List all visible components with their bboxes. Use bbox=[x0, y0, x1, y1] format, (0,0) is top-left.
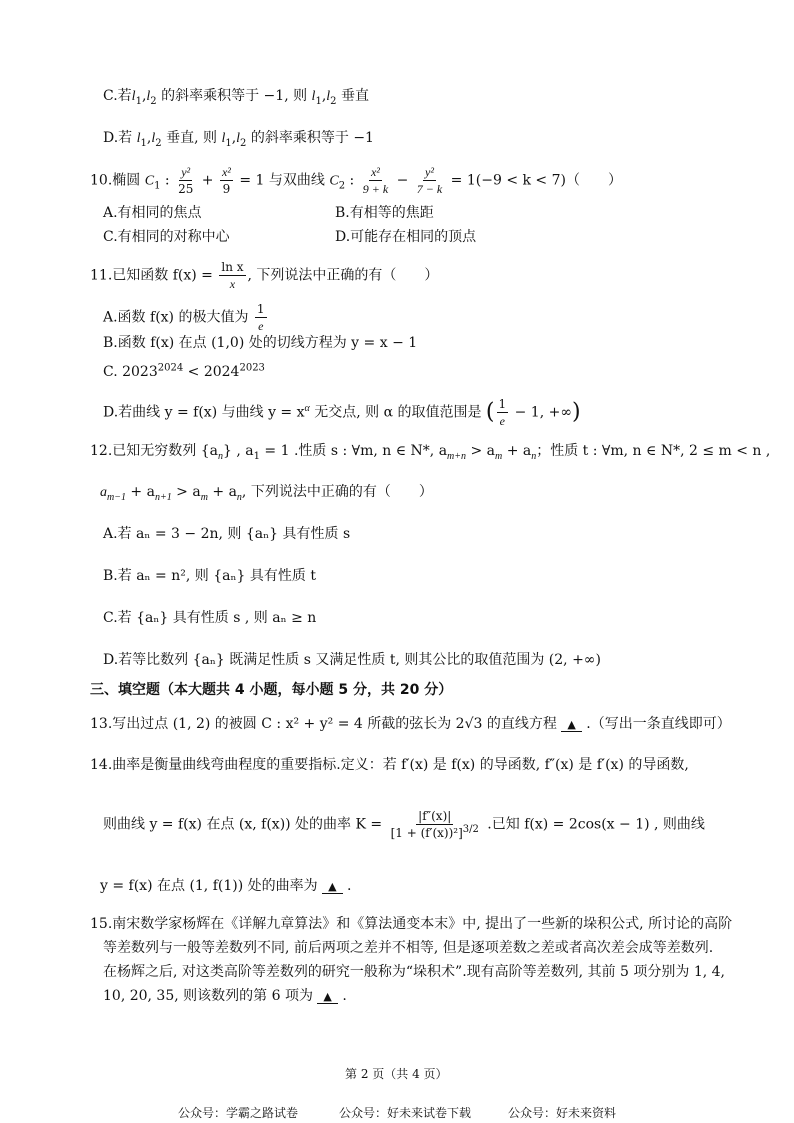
text: : bbox=[345, 172, 359, 189]
text: 13.写出过点 (1, 2) 的被圆 C : x² + y² = 4 所截的弦长为 2√3 的直线方程 bbox=[90, 716, 562, 732]
text: C. 2023 bbox=[103, 364, 158, 380]
fraction bbox=[176, 164, 195, 197]
text: . bbox=[337, 988, 347, 1004]
var: l bbox=[311, 89, 316, 104]
q11-option-b: B.函数 f(x) 在点 (1,0) 处的切线方程为 y = x − 1 bbox=[103, 335, 418, 351]
text: > a bbox=[171, 484, 201, 500]
q10-option-a: A.有相同的焦点 bbox=[103, 205, 202, 221]
footer-wechat-2: 公众号：好未来试卷下载 bbox=[339, 1106, 472, 1120]
text: ；性质 t : ∀m, n ∈ N*, 2 ≤ m < n , bbox=[536, 443, 771, 459]
curvature-fraction bbox=[389, 808, 481, 841]
numerator: y² bbox=[425, 165, 434, 179]
denominator: 7 − k bbox=[416, 182, 443, 196]
q12-option-b: B.若 aₙ = n², 则 {aₙ} 具有性质 t bbox=[103, 568, 316, 584]
q14-line2 bbox=[103, 808, 705, 841]
q11-option-a bbox=[103, 301, 269, 334]
text: = 1(−9 < k < 7)（ ） bbox=[446, 172, 622, 189]
paren: ) bbox=[572, 399, 581, 425]
q12-option-d: D.若等比数列 {aₙ} 既满足性质 s 又满足性质 t, 则其公比的取值范围为 (2, +∞) bbox=[103, 652, 601, 668]
text: 10.椭圆 bbox=[90, 172, 145, 189]
subscript: 1 bbox=[135, 95, 142, 107]
denominator-base: [1 + (f′(x))²] bbox=[390, 826, 463, 840]
q14-line1: 14.曲率是衡量曲线弯曲程度的重要指标.定义：若 f′(x) 是 f(x) 的导函数, f″(x) 是 f′(x) 的导函数, bbox=[90, 757, 689, 773]
text: > a bbox=[466, 443, 496, 459]
section-heading: 三、填空题（本大题共 4 小题，每小题 5 分，共 20 分） bbox=[90, 682, 453, 698]
var: l bbox=[236, 131, 241, 146]
numerator: |f″(x)| bbox=[418, 809, 452, 823]
denominator: 9 + k bbox=[362, 182, 389, 196]
denominator: e bbox=[258, 319, 264, 333]
text: 垂直 bbox=[336, 88, 369, 104]
denominator bbox=[389, 825, 481, 841]
q15-line3: 在杨辉之后, 对这类高阶等差数列的研究一般称为“垛积术”.现有高阶等差数列, 其前 5 项分别为 1, 4, bbox=[103, 964, 725, 980]
var: l bbox=[151, 131, 156, 146]
q10-stem bbox=[90, 164, 622, 197]
subscript: n bbox=[236, 491, 242, 503]
numerator: ln x bbox=[221, 260, 244, 274]
q11-stem bbox=[90, 259, 438, 292]
denominator: 25 bbox=[178, 182, 194, 196]
subscript: m+n bbox=[447, 450, 467, 462]
subscript: n bbox=[217, 450, 223, 462]
exponent: α bbox=[304, 402, 310, 414]
answer-blank: ▲ bbox=[561, 718, 581, 732]
paren: ( bbox=[485, 399, 495, 425]
text: + bbox=[197, 172, 218, 189]
fraction bbox=[415, 164, 444, 197]
answer-blank: ▲ bbox=[317, 990, 337, 1004]
text: 则曲线 y = f(x) 在点 (x, f(x)) 处的曲率 K = bbox=[103, 816, 387, 833]
exponent: 2023 bbox=[239, 362, 265, 374]
text: : bbox=[160, 172, 175, 189]
numerator: y² bbox=[181, 165, 191, 179]
q11-option-c bbox=[103, 362, 265, 382]
q10-option-c: C.有相同的对称中心 bbox=[103, 229, 230, 245]
var: l bbox=[146, 89, 151, 104]
fraction bbox=[497, 396, 509, 429]
answer-blank: ▲ bbox=[322, 880, 342, 894]
q12-stem-line2 bbox=[100, 482, 433, 503]
text: , bbox=[141, 88, 147, 104]
text: A.函数 f(x) 的极大值为 bbox=[103, 309, 253, 326]
text: , 下列说法中正确的有（ ） bbox=[241, 484, 433, 500]
var: l bbox=[326, 89, 331, 104]
subscript: 1 bbox=[140, 137, 147, 149]
text: + a bbox=[502, 443, 532, 459]
q9-option-c bbox=[103, 86, 369, 107]
text: , 下列说法中正确的有（ ） bbox=[247, 267, 439, 284]
var: l bbox=[221, 131, 226, 146]
text: − bbox=[392, 172, 413, 189]
fraction bbox=[361, 164, 390, 197]
q12-option-a: A.若 aₙ = 3 − 2n, 则 {aₙ} 具有性质 s bbox=[103, 526, 351, 542]
text: < 2024 bbox=[183, 364, 240, 380]
subscript: 2 bbox=[330, 95, 337, 107]
footer-wechat-1: 公众号：学霸之路试卷 bbox=[178, 1106, 299, 1120]
q9-option-d bbox=[103, 128, 374, 149]
text: } , a bbox=[222, 443, 254, 459]
text: .已知 f(x) = 2cos(x − 1) , 则曲线 bbox=[482, 816, 705, 833]
text: = 1 与双曲线 bbox=[234, 172, 330, 189]
var: a bbox=[100, 485, 107, 500]
q12-stem-line1 bbox=[90, 441, 770, 461]
denominator: x bbox=[229, 277, 236, 291]
var: C bbox=[144, 173, 155, 189]
text: , bbox=[321, 88, 327, 104]
text: − 1, +∞ bbox=[510, 404, 572, 421]
numerator: 1 bbox=[498, 397, 507, 411]
text: . bbox=[342, 878, 352, 894]
subscript: 2 bbox=[150, 95, 157, 107]
text: , bbox=[146, 130, 152, 146]
q13 bbox=[90, 714, 731, 735]
text: + a bbox=[125, 484, 155, 500]
var: l bbox=[136, 131, 141, 146]
text: 垂直, 则 bbox=[161, 130, 222, 146]
text: = 1 .性质 s : ∀m, n ∈ N*, a bbox=[259, 443, 448, 459]
text: 11.已知函数 f(x) = bbox=[90, 267, 218, 284]
subscript: 2 bbox=[338, 180, 346, 192]
text: 的斜率乘积等于 −1, 则 bbox=[156, 88, 312, 104]
denominator: 9 bbox=[222, 182, 231, 196]
var: l bbox=[131, 89, 136, 104]
text: C.若 bbox=[103, 88, 132, 104]
numerator: x² bbox=[221, 165, 231, 179]
q10-option-d: D.可能存在相同的顶点 bbox=[335, 229, 477, 245]
fraction bbox=[220, 164, 233, 197]
text: , bbox=[231, 130, 237, 146]
text: 的斜率乘积等于 −1 bbox=[246, 130, 374, 146]
subscript: m bbox=[495, 450, 503, 462]
text: + a bbox=[207, 484, 237, 500]
fraction bbox=[219, 259, 245, 292]
text: D.若 bbox=[103, 130, 137, 146]
subscript: 2 bbox=[240, 137, 247, 149]
exponent: 2024 bbox=[157, 362, 184, 374]
fraction bbox=[255, 301, 267, 334]
subscript: 1 bbox=[315, 95, 322, 107]
q12-option-c: C.若 {aₙ} 具有性质 s , 则 aₙ ≥ n bbox=[103, 610, 317, 626]
exponent: 3/2 bbox=[462, 824, 479, 835]
text: y = f(x) 在点 (1, f(1)) 处的曲率为 bbox=[100, 878, 323, 894]
subscript: m bbox=[200, 491, 208, 503]
q14-line3 bbox=[100, 876, 351, 897]
var: C bbox=[329, 173, 339, 189]
text: D.若曲线 y = f(x) 与曲线 y = x bbox=[103, 404, 305, 421]
q11-option-d bbox=[103, 396, 581, 429]
denominator: e bbox=[499, 414, 505, 428]
subscript: 1 bbox=[225, 137, 232, 149]
footer-wechat-3: 公众号：好未来资料 bbox=[508, 1106, 617, 1120]
subscript: n+1 bbox=[154, 491, 172, 503]
q15-line1: 15.南宋数学家杨辉在《详解九章算法》和《算法通变本末》中, 提出了一些新的垛积公式, 所讨论的高阶 bbox=[90, 916, 733, 932]
q15-line2: 等差数列与一般等差数列不同, 前后两项之差并不相等, 但是逐项差数之差或者高次差会成等差数列. bbox=[103, 940, 714, 956]
page-number: 第 2 页（共 4 页） bbox=[345, 1067, 448, 1081]
numerator: 1 bbox=[256, 302, 265, 316]
subscript: m−1 bbox=[107, 491, 126, 503]
text: 10, 20, 35, 则该数列的第 6 项为 bbox=[103, 988, 318, 1004]
subscript: n bbox=[531, 450, 537, 462]
text: 12.已知无穷数列 {a bbox=[90, 443, 218, 459]
q15-line4 bbox=[103, 986, 347, 1007]
text: 无交点, 则 α 的取值范围是 bbox=[309, 404, 486, 421]
q10-option-b: B.有相等的焦距 bbox=[335, 205, 434, 221]
numerator: x² bbox=[370, 165, 380, 179]
subscript: 2 bbox=[155, 137, 162, 149]
subscript: 1 bbox=[154, 180, 161, 192]
text: .（写出一条直线即可） bbox=[581, 716, 731, 732]
subscript: 1 bbox=[253, 450, 260, 462]
